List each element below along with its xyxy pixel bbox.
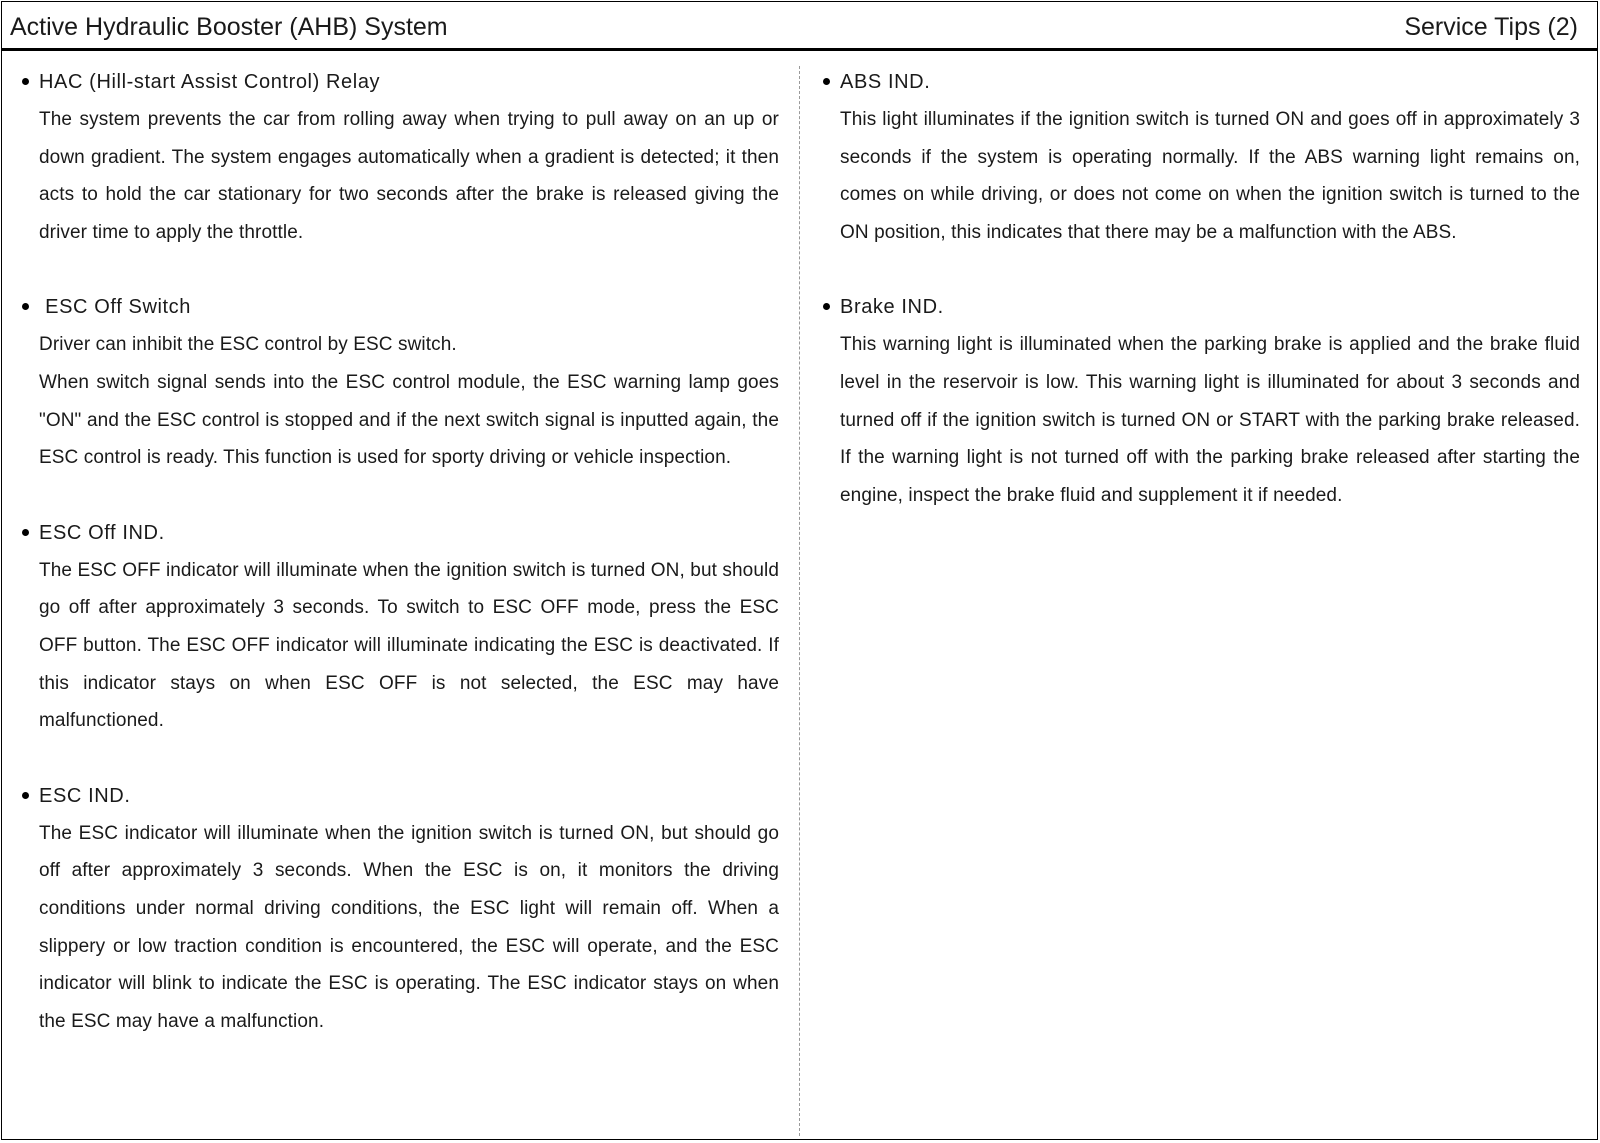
paragraph: This light illuminates if the ignition switch is turned ON and goes off in approximately 3 seconds if the system is operating normally. If the ABS warning light remains on, comes on while driving, or does not come on when the ignition switch is turned to the ON position, this indicates that there may be a malfunction with the ABS. — [840, 109, 1580, 243]
section-heading-text: ESC Off IND. — [39, 521, 165, 544]
section-esc-ind — [22, 778, 779, 1041]
section-abs-ind — [823, 64, 1580, 251]
paragraph: The ESC indicator will illuminate when the ignition switch is turned ON, but should go off after approximately 3 seconds. When the ESC is on, it monitors the driving conditions under normal driving conditions, the ESC light will remain off. When a slippery or low traction condition is encountered, the ESC will operate, and the ESC indicator will blink to indicate the ESC is operating. The ESC indicator stays on when the ESC may have a malfunction. — [39, 822, 779, 1032]
section-body — [823, 101, 1580, 251]
bullet-icon — [22, 78, 29, 85]
paragraph: Driver can inhibit the ESC control by ESC switch. — [39, 334, 457, 356]
section-heading-text: ESC IND. — [39, 784, 131, 807]
section-body — [823, 326, 1580, 514]
bullet-icon — [823, 78, 830, 85]
section-label: Service Tips (2) — [1404, 13, 1578, 41]
bullet-icon — [22, 529, 29, 536]
section-hac-relay — [22, 64, 779, 251]
paragraph: The system prevents the car from rolling away when trying to pull away on an up or down gradient. The system engages automatically when a gradient is detected; it then acts to hold the car stationary for two seconds after the brake is released giving the driver time to apply the throttle. — [39, 109, 779, 243]
page-header — [1, 1, 1597, 51]
section-heading-text: HAC (Hill-start Assist Control) Relay — [39, 71, 381, 93]
paragraph: The ESC OFF indicator will illuminate when the ignition switch is turned ON, but should go off after approximately 3 seconds. To switch to ESC OFF mode, press the ESC OFF button. The ESC OFF indicator will illuminate indicating the ESC is deactivated. If this indicator stays on when ESC OFF is not selected, the ESC may have malfunctioned. — [39, 559, 779, 732]
section-heading — [22, 289, 779, 326]
section-heading — [823, 64, 1580, 101]
section-body — [22, 326, 779, 476]
paragraph: When switch signal sends into the ESC control module, the ESC warning lamp goes "ON" and the ESC control is stopped and if the next switch signal is inputted again, the ESC control is ready. This function is used for sporty driving or vehicle inspection. — [39, 371, 779, 469]
section-heading-text: Brake IND. — [840, 296, 944, 319]
left-column — [22, 64, 779, 1078]
bullet-icon — [22, 792, 29, 799]
column-divider — [799, 66, 800, 1136]
section-heading-text: ABS IND. — [840, 71, 931, 93]
section-heading — [22, 515, 779, 552]
section-heading — [823, 289, 1580, 326]
page-title: Active Hydraulic Booster (AHB) System — [10, 13, 448, 41]
bullet-icon — [22, 303, 29, 310]
right-column — [823, 64, 1580, 552]
paragraph: This warning light is illuminated when the parking brake is applied and the brake fluid level in the reservoir is low. This warning light is illuminated for about 3 seconds and turned off if the ignition switch is turned ON or START with the parking brake released. If the warning light is not turned off with the parking brake released after starting the engine, inspect the brake fluid and supplement it if needed. — [840, 334, 1580, 506]
section-esc-off-switch — [22, 289, 779, 476]
section-body — [22, 101, 779, 251]
section-brake-ind — [823, 289, 1580, 514]
section-esc-off-ind — [22, 515, 779, 740]
section-body — [22, 552, 779, 740]
bullet-icon — [823, 303, 830, 310]
section-heading-text: ESC Off Switch — [39, 296, 192, 319]
section-heading — [22, 64, 779, 101]
section-heading — [22, 778, 779, 815]
section-body — [22, 815, 779, 1041]
